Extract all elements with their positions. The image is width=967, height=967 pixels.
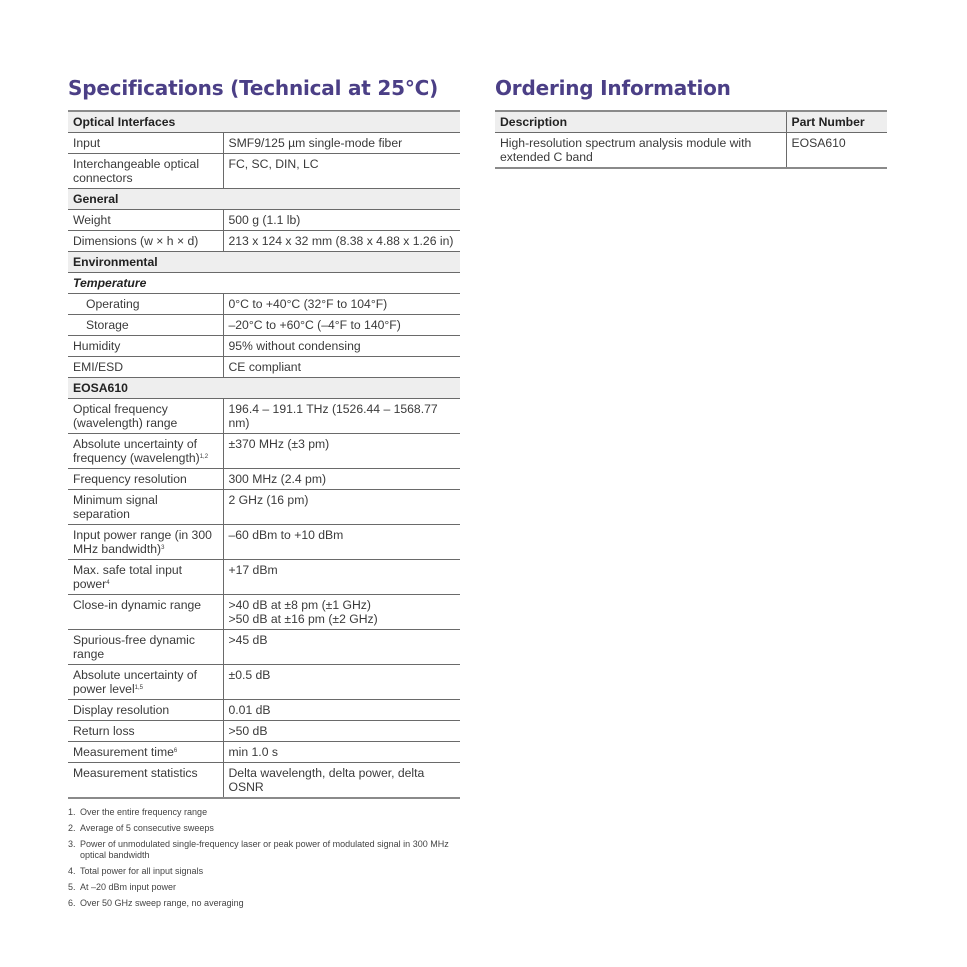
spec-label xyxy=(68,490,223,525)
spec-value xyxy=(223,154,460,189)
spec-value-text: –20°C to +60°C (–4°F to 140°F) xyxy=(228,318,401,332)
description-header: Description xyxy=(495,111,786,133)
spec-value-text: CE compliant xyxy=(228,360,301,374)
spec-value-text: >40 dB at ±8 pm (±1 GHz) xyxy=(228,598,371,612)
spec-label-text: Storage xyxy=(86,318,129,332)
spec-value-text: ±370 MHz (±3 pm) xyxy=(228,437,330,451)
spec-label xyxy=(68,665,223,700)
footnote-number: 4. xyxy=(68,866,76,876)
spec-label-text: Dimensions (w × h × d) xyxy=(73,234,199,248)
spec-label-text: Operating xyxy=(86,297,140,311)
spec-label xyxy=(68,336,223,357)
footnote-item xyxy=(68,823,468,834)
section-title: Environmental xyxy=(68,252,460,273)
spec-label-text: Display resolution xyxy=(73,703,170,717)
footnote-item xyxy=(68,839,468,861)
spec-label xyxy=(68,525,223,560)
spec-value xyxy=(223,231,460,252)
spec-value xyxy=(223,469,460,490)
specifications-title: Specifications (Technical at 25°C) xyxy=(68,76,439,100)
footnote-reference: 4 xyxy=(106,580,110,586)
footnote-item xyxy=(68,866,468,877)
spec-label xyxy=(68,630,223,665)
ordering-part-number: EOSA610 xyxy=(786,133,887,169)
spec-label xyxy=(68,560,223,595)
spec-label-text: EMI/ESD xyxy=(73,360,124,374)
spec-value-text: 0.01 dB xyxy=(228,703,271,717)
spec-value xyxy=(223,336,460,357)
spec-value xyxy=(223,700,460,721)
spec-row xyxy=(68,469,460,490)
spec-label xyxy=(68,231,223,252)
footnote-text: At –20 dBm input power xyxy=(80,882,177,892)
footnote-reference: 6 xyxy=(173,748,178,754)
spec-row xyxy=(68,721,460,742)
spec-label-text: Input xyxy=(73,136,101,150)
spec-row xyxy=(68,294,460,315)
spec-value xyxy=(223,399,460,434)
spec-label-text: Absolute uncertainty of frequency (wavelength) xyxy=(73,437,200,465)
spec-row xyxy=(68,210,460,231)
spec-label-text: Max. safe total input power xyxy=(73,563,183,591)
spec-row xyxy=(68,560,460,595)
spec-value-text: 196.4 – 191.1 THz (1526.44 – 1568.77 nm) xyxy=(228,402,438,430)
spec-value-text: FC, SC, DIN, LC xyxy=(228,157,319,171)
spec-label-text: Measurement time xyxy=(73,745,174,759)
footnote-text: Total power for all input signals xyxy=(80,866,204,876)
spec-row xyxy=(68,399,460,434)
footnote-number: 3. xyxy=(68,839,76,849)
spec-value xyxy=(223,133,460,154)
spec-row xyxy=(68,525,460,560)
spec-row xyxy=(68,434,460,469)
footnote-number: 2. xyxy=(68,823,76,833)
spec-value-text: 213 x 124 x 32 mm (8.38 x 4.88 x 1.26 in) xyxy=(228,234,454,248)
spec-value xyxy=(223,560,460,595)
section-header-row xyxy=(68,189,460,210)
spec-value-text: ±0.5 dB xyxy=(228,668,271,682)
spec-value-text: >50 dB xyxy=(228,724,268,738)
spec-value-text: Delta wavelength, delta power, delta OSNR xyxy=(228,766,425,794)
footnote-number: 5. xyxy=(68,882,76,892)
spec-label-text: Frequency resolution xyxy=(73,472,187,486)
spec-value xyxy=(223,315,460,336)
spec-value xyxy=(223,595,460,630)
spec-value xyxy=(223,630,460,665)
spec-label xyxy=(68,315,223,336)
spec-value-text: +17 dBm xyxy=(228,563,278,577)
spec-row xyxy=(68,315,460,336)
spec-row xyxy=(68,336,460,357)
spec-label xyxy=(68,399,223,434)
footnotes-list xyxy=(68,807,468,914)
spec-value xyxy=(223,294,460,315)
footnote-text: Power of unmodulated single-frequency laser or peak power of modulated signal in 300 MHz optical bandwidth xyxy=(80,839,449,860)
ordering-information-title: Ordering Information xyxy=(495,76,731,100)
spec-value-text: min 1.0 s xyxy=(228,745,278,759)
spec-label xyxy=(68,721,223,742)
footnote-reference: 1,2 xyxy=(199,454,209,460)
spec-label xyxy=(68,742,223,763)
spec-label xyxy=(68,357,223,378)
ordering-row xyxy=(495,133,887,169)
ordering-header-row xyxy=(495,111,887,133)
spec-value xyxy=(223,357,460,378)
footnote-number: 1. xyxy=(68,807,76,817)
specifications-table-body xyxy=(68,111,460,798)
specifications-table xyxy=(68,110,460,799)
spec-row xyxy=(68,700,460,721)
spec-value xyxy=(223,490,460,525)
spec-label xyxy=(68,154,223,189)
spec-value-text-line2: >50 dB at ±16 pm (±2 GHz) xyxy=(228,612,378,626)
spec-row xyxy=(68,357,460,378)
footnote-reference: 1,5 xyxy=(134,685,143,691)
footnote-reference: 3 xyxy=(161,545,165,551)
spec-value xyxy=(223,525,460,560)
spec-row xyxy=(68,763,460,799)
spec-row xyxy=(68,630,460,665)
footnote-item xyxy=(68,882,468,893)
footnote-text: Over 50 GHz sweep range, no averaging xyxy=(80,898,244,908)
footnote-text: Over the entire frequency range xyxy=(80,807,208,817)
spec-row xyxy=(68,742,460,763)
section-title: Optical Interfaces xyxy=(68,111,460,133)
spec-value-text: 500 g (1.1 lb) xyxy=(228,213,301,227)
spec-value-text: –60 dBm to +10 dBm xyxy=(228,528,344,542)
spec-value xyxy=(223,763,460,799)
spec-label-text: Return loss xyxy=(73,724,135,738)
spec-value xyxy=(223,665,460,700)
subsection-title: Temperature xyxy=(68,273,460,294)
part-number-header: Part Number xyxy=(786,111,887,133)
footnote-text: Average of 5 consecutive sweeps xyxy=(80,823,214,833)
spec-label xyxy=(68,434,223,469)
spec-value-text: 300 MHz (2.4 pm) xyxy=(228,472,327,486)
spec-value xyxy=(223,210,460,231)
spec-label xyxy=(68,469,223,490)
spec-row xyxy=(68,490,460,525)
footnote-item xyxy=(68,898,468,909)
spec-label-text: Humidity xyxy=(73,339,121,353)
spec-label-text: Spurious-free dynamic range xyxy=(73,633,195,661)
spec-label-text: Input power range (in 300 MHz bandwidth) xyxy=(73,528,212,556)
footnote-number: 6. xyxy=(68,898,76,908)
footnote-item xyxy=(68,807,468,818)
spec-label-text: Optical frequency (wavelength) range xyxy=(73,402,178,430)
spec-row xyxy=(68,154,460,189)
spec-label xyxy=(68,595,223,630)
spec-value-text: 2 GHz (16 pm) xyxy=(228,493,309,507)
spec-row xyxy=(68,133,460,154)
spec-value-text: SMF9/125 µm single-mode fiber xyxy=(228,136,403,150)
spec-row xyxy=(68,595,460,630)
section-header-row xyxy=(68,111,460,133)
spec-value xyxy=(223,742,460,763)
spec-label-text: Interchangeable optical connectors xyxy=(73,157,200,185)
ordering-description: High-resolution spectrum analysis module with extended C band xyxy=(500,136,752,164)
spec-label-text: Close-in dynamic range xyxy=(73,598,202,612)
spec-row xyxy=(68,665,460,700)
spec-label xyxy=(68,133,223,154)
spec-value xyxy=(223,721,460,742)
spec-row xyxy=(68,231,460,252)
spec-label-text: Absolute uncertainty of power level xyxy=(73,668,197,696)
spec-label-text: Minimum signal separation xyxy=(73,493,158,521)
spec-label xyxy=(68,294,223,315)
spec-label xyxy=(68,763,223,799)
section-title: EOSA610 xyxy=(68,378,460,399)
spec-value-text: 0°C to +40°C (32°F to 104°F) xyxy=(228,297,388,311)
spec-label-text: Measurement statistics xyxy=(73,766,198,780)
spec-label xyxy=(68,210,223,231)
section-title: General xyxy=(68,189,460,210)
spec-label-text: Weight xyxy=(73,213,111,227)
spec-value-text: 95% without condensing xyxy=(228,339,361,353)
section-header-row xyxy=(68,378,460,399)
section-header-row xyxy=(68,252,460,273)
spec-value-text: >45 dB xyxy=(228,633,268,647)
spec-value xyxy=(223,434,460,469)
spec-label xyxy=(68,700,223,721)
subsection-header-row xyxy=(68,273,460,294)
ordering-table xyxy=(495,110,887,169)
